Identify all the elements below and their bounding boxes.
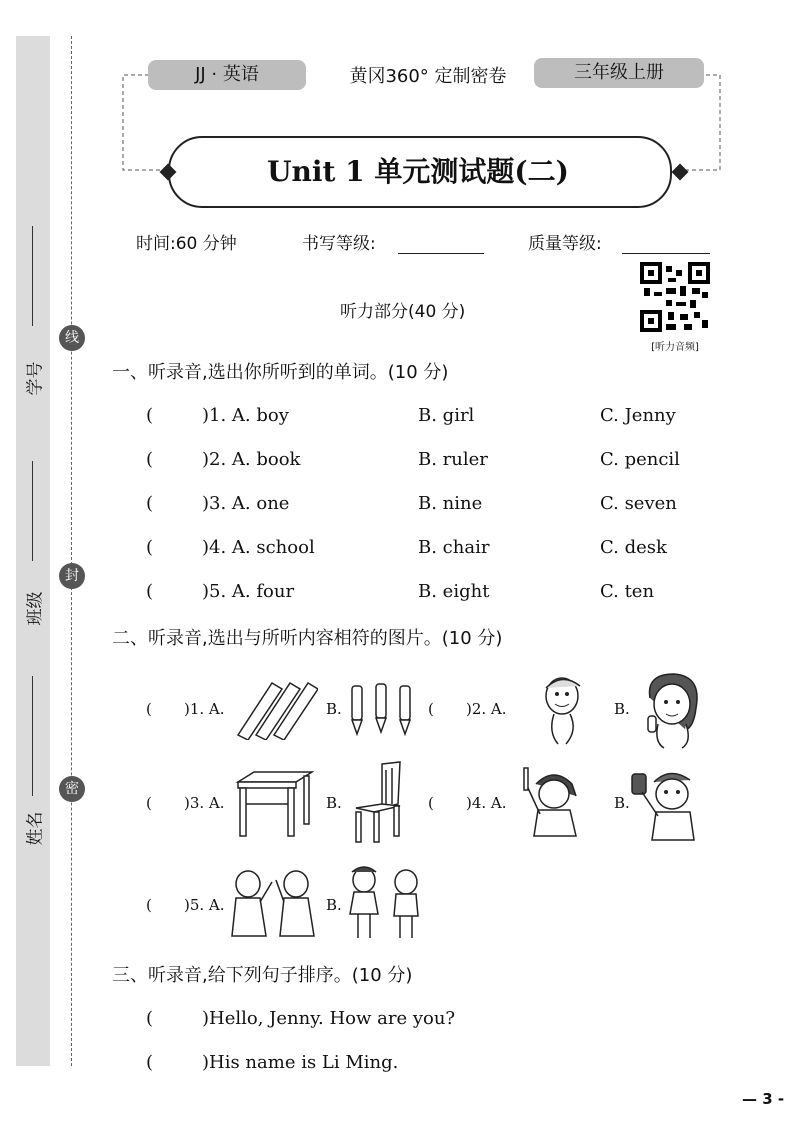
time-label: 时间:60 分钟 <box>136 234 237 254</box>
s2-q2-b-label: B. <box>614 700 630 718</box>
s2-q1-paren[interactable]: ( <box>146 700 152 718</box>
subject-pill: JJ · 英语 <box>148 60 306 90</box>
rulers-picture[interactable] <box>234 680 318 740</box>
section2-title: 二、听录音,选出与所听内容相符的图片。(10 分) <box>112 628 503 649</box>
line-mark: 线 <box>59 325 85 351</box>
seal-mark: 封 <box>59 563 85 589</box>
secret-mark: 密 <box>59 776 85 802</box>
s2-q4-paren[interactable]: ( <box>428 794 434 812</box>
student-id-label: 学号 <box>25 361 46 396</box>
girl-with-pencil-picture[interactable] <box>518 766 582 840</box>
s1-q2-a: )2. A. book <box>202 449 301 470</box>
binding-sidebar <box>16 36 50 1066</box>
student-id-line <box>32 226 33 326</box>
s2-q5-a-label: )5. A. <box>184 896 225 914</box>
s2-q2-a-label: )2. A. <box>466 700 507 718</box>
s1-q2-c: C. pencil <box>600 449 680 470</box>
s2-q2-paren[interactable]: ( <box>428 700 434 718</box>
desk-picture[interactable] <box>234 768 314 838</box>
class-line <box>32 461 33 561</box>
s3-q2-paren[interactable]: ( <box>146 1052 154 1073</box>
s2-q3-b-label: B. <box>326 794 342 812</box>
two-girls-picture[interactable] <box>228 862 320 942</box>
girl-and-boy-picture[interactable] <box>344 862 426 942</box>
chair-picture[interactable] <box>352 760 406 844</box>
s2-q3-paren[interactable]: ( <box>146 794 152 812</box>
s2-q1-a-label: )1. A. <box>184 700 225 718</box>
s1-q1-a: )1. A. boy <box>202 405 289 426</box>
qr-caption: [听力音频] <box>651 342 699 353</box>
s1-q3-c: C. seven <box>600 493 677 514</box>
s3-q2-text: )His name is Li Ming. <box>202 1052 399 1073</box>
s1-q1-paren[interactable]: ( <box>146 405 154 426</box>
s2-q5-b-label: B. <box>326 896 342 914</box>
writing-grade-label: 书写等级: <box>302 234 376 254</box>
section3-title: 三、听录音,给下列句子排序。(10 分) <box>112 965 413 986</box>
name-line <box>32 676 33 796</box>
s1-q4-c: C. desk <box>600 537 667 558</box>
s1-q4-b: B. chair <box>418 537 490 558</box>
grade-pill: 三年级上册 <box>534 58 704 88</box>
boy-with-eraser-picture[interactable] <box>630 766 700 842</box>
s1-q2-b: B. ruler <box>418 449 488 470</box>
page-number: — 3 - <box>742 1090 785 1108</box>
s1-q1-b: B. girl <box>418 405 475 426</box>
s1-q3-b: B. nine <box>418 493 483 514</box>
s1-q5-c: C. ten <box>600 581 655 602</box>
s1-q4-paren[interactable]: ( <box>146 537 154 558</box>
s1-q1-c: C. Jenny <box>600 405 676 426</box>
s1-q5-b: B. eight <box>418 581 490 602</box>
quality-grade-blank[interactable] <box>622 253 710 254</box>
s3-q1-text: )Hello, Jenny. How are you? <box>202 1008 456 1029</box>
series-title: 黄冈360° 定制密卷 <box>349 66 507 87</box>
s2-q4-b-label: B. <box>614 794 630 812</box>
listening-header: 听力部分(40 分) <box>340 302 466 322</box>
boy-face-picture[interactable] <box>536 672 586 748</box>
cut-line <box>71 36 72 1066</box>
s2-q1-b-label: B. <box>326 700 342 718</box>
name-label: 姓名 <box>25 811 46 846</box>
class-label: 班级 <box>25 591 46 626</box>
s1-q3-paren[interactable]: ( <box>146 493 154 514</box>
s3-q1-paren[interactable]: ( <box>146 1008 154 1029</box>
s1-q5-a: )5. A. four <box>202 581 295 602</box>
section1-title: 一、听录音,选出你所听到的单词。(10 分) <box>112 362 449 383</box>
page-title: Unit 1 单元测试题(二) <box>267 155 569 188</box>
s1-q2-paren[interactable]: ( <box>146 449 154 470</box>
s1-q4-a: )4. A. school <box>202 537 315 558</box>
s2-q3-a-label: )3. A. <box>184 794 225 812</box>
s2-q5-paren[interactable]: ( <box>146 896 152 914</box>
pens-picture[interactable] <box>346 682 416 738</box>
s1-q5-paren[interactable]: ( <box>146 581 154 602</box>
s1-q3-a: )3. A. one <box>202 493 290 514</box>
qr-code-icon[interactable] <box>640 262 710 332</box>
quality-grade-label: 质量等级: <box>528 234 602 254</box>
writing-grade-blank[interactable] <box>398 253 484 254</box>
girl-face-picture[interactable] <box>636 668 708 750</box>
s2-q4-a-label: )4. A. <box>466 794 507 812</box>
